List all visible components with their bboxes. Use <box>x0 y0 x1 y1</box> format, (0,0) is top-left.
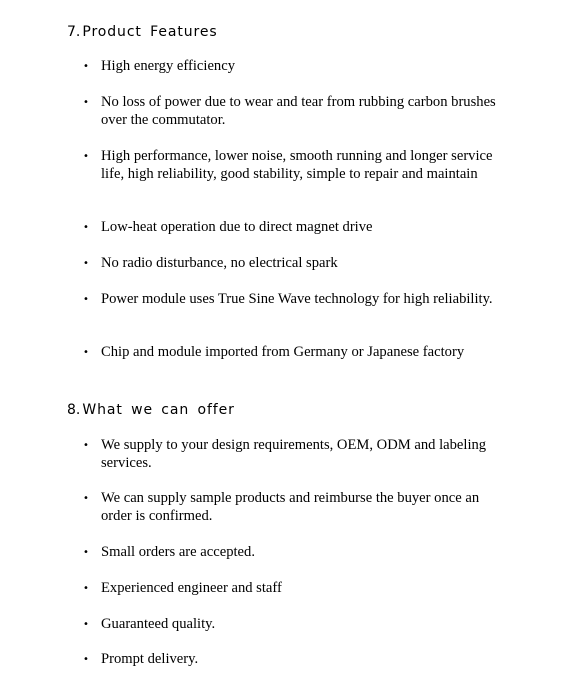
section-heading-what-we-can-offer <box>67 401 235 419</box>
bullet-icon: • <box>83 151 89 162</box>
bullet-icon: • <box>83 583 89 594</box>
section-heading-product-features <box>67 23 218 41</box>
list-item <box>83 291 503 309</box>
bullet-icon: • <box>83 61 89 72</box>
bullet-icon: • <box>83 347 89 358</box>
list-item-text: Power module uses True Sine Wave technology for high reliability. <box>101 291 493 307</box>
list-item-text: Chip and module imported from Germany or Japanese factory <box>101 344 465 360</box>
list-item <box>83 651 503 669</box>
bullet-icon: • <box>83 547 89 558</box>
list-item-text: No loss of power due to wear and tear from rubbing carbon brushes over the commutator. <box>101 94 496 128</box>
bullet-icon: • <box>83 258 89 269</box>
list-item-text: Small orders are accepted. <box>101 544 255 560</box>
list-item-text: Experienced engineer and staff <box>101 580 282 596</box>
section-number: 8. <box>67 402 81 418</box>
list-item-text: We can supply sample products and reimburse the buyer once an order is confirmed. <box>101 490 480 524</box>
list-item-text: High energy efficiency <box>101 58 235 74</box>
bullet-icon: • <box>83 440 89 451</box>
list-item-text: No radio disturbance, no electrical spark <box>101 255 338 271</box>
list-item <box>83 255 503 273</box>
list-item <box>83 344 503 362</box>
bullet-icon: • <box>83 654 89 665</box>
list-item-text: Prompt delivery. <box>101 651 199 667</box>
list-item-text: Guaranteed quality. <box>101 616 216 632</box>
list-item-text: High performance, lower noise, smooth running and longer service life, high reliability, good stability, simple to repair and maintain <box>101 148 493 182</box>
list-item-text: We supply to your design requirements, OEM, ODM and labeling services. <box>101 437 487 471</box>
list-item <box>83 616 503 634</box>
section-title: What we can offer <box>82 402 235 418</box>
bullet-icon: • <box>83 294 89 305</box>
list-item <box>83 148 503 183</box>
list-item <box>83 437 503 472</box>
list-item <box>83 544 503 562</box>
list-item <box>83 580 503 598</box>
list-item <box>83 58 503 76</box>
list-item-text: Low-heat operation due to direct magnet drive <box>101 219 373 235</box>
bullet-icon: • <box>83 619 89 630</box>
bullet-icon: • <box>83 97 89 108</box>
bullet-icon: • <box>83 222 89 233</box>
list-item <box>83 219 503 237</box>
section-number: 7. <box>67 24 81 40</box>
list-item <box>83 490 503 525</box>
list-item <box>83 94 503 129</box>
section-title: Product Features <box>82 24 218 40</box>
bullet-icon: • <box>83 493 89 504</box>
